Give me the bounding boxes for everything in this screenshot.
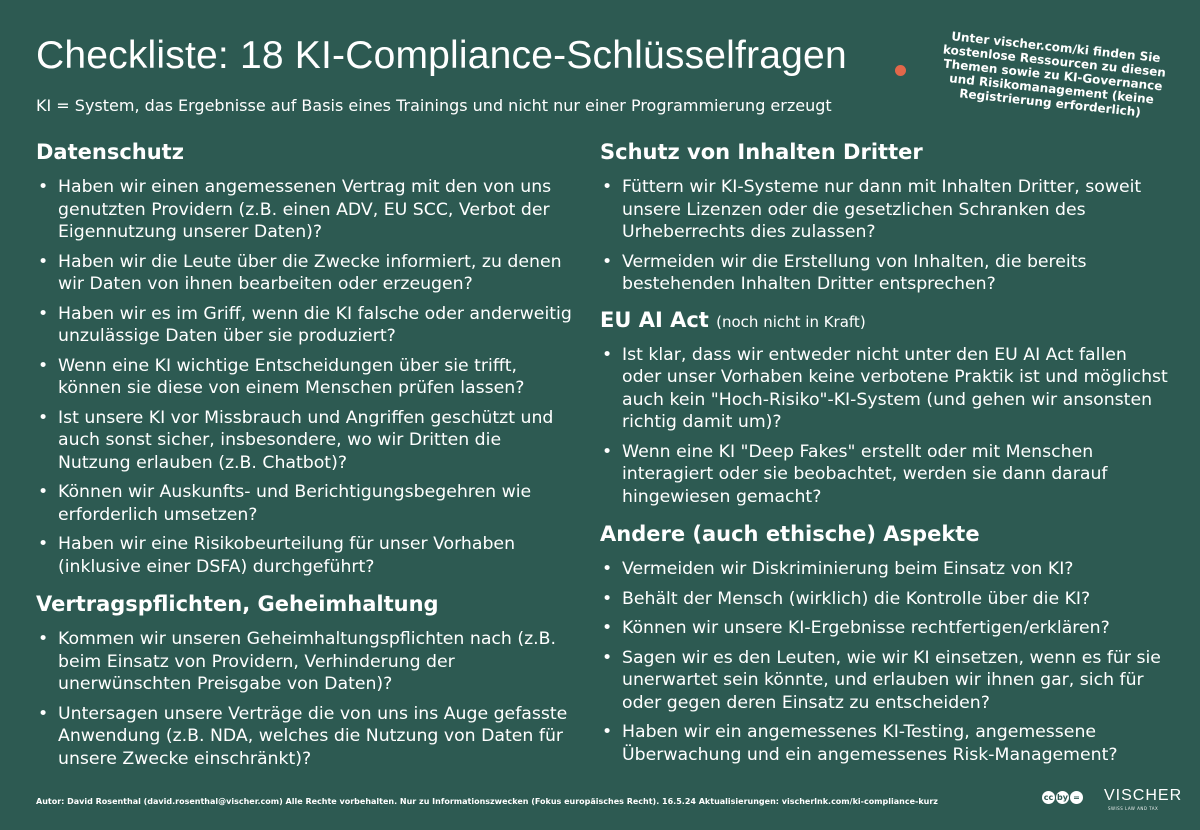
- section-title: Vertragspflichten, Geheimhaltung: [36, 592, 439, 616]
- checklist: [600, 558, 1170, 766]
- checklist-item: • Wenn eine KI "Deep Fakes" erstellt oder mit Menschen interagiert oder sie beobachtet, werden sie dann darauf hingewiesen gemacht?: [600, 441, 1170, 509]
- checklist-item: • Behält der Mensch (wirklich) die Kontrolle über die KI?: [600, 588, 1170, 611]
- cc-icon: cc: [1043, 793, 1054, 802]
- by-icon: by: [1057, 793, 1068, 802]
- checklist-item: • Haben wir die Leute über die Zwecke informiert, zu denen wir Daten von ihnen bearbeiten oder erzeugen?: [36, 251, 576, 296]
- page-title: Checkliste: 18 KI-Compliance-Schlüsselfragen: [36, 34, 847, 77]
- page-subtitle: KI = System, das Ergebnisse auf Basis eines Trainings und nicht nur einer Programmierung erzeugt: [36, 96, 832, 115]
- checklist: [600, 344, 1170, 509]
- checklist-item: • Haben wir ein angemessenes KI-Testing, angemessene Überwachung und ein angemessenes Risk-Management?: [600, 721, 1170, 766]
- vischer-logo: VISCHER: [1104, 787, 1183, 804]
- checklist-item: • Ist unsere KI vor Missbrauch und Angriffen geschützt und auch sonst sicher, insbesondere, wo wir Dritten die Nutzung erlauben (z.B. Chatbot)?: [36, 407, 576, 475]
- checklist-item: • Vermeiden wir Diskriminierung beim Einsatz von KI?: [600, 558, 1170, 581]
- checklist: [36, 176, 576, 578]
- checklist-item: • Können wir Auskunfts- und Berichtigungsbegehren wie erforderlich umsetzen?: [36, 481, 576, 526]
- checklist-item: • Ist klar, dass wir entweder nicht unter den EU AI Act fallen oder unser Vorhaben keine verbotene Praktik ist und möglichst auch kein "Hoch-Risiko"-KI-System (und gehen wir ansonsten richtig damit um)?: [600, 344, 1170, 434]
- checklist-item: • Wenn eine KI wichtige Entscheidungen über sie trifft, können sie diese von einem Menschen prüfen lassen?: [36, 355, 576, 400]
- checklist-item: • Untersagen unsere Verträge die von uns ins Auge gefasste Anwendung (z.B. NDA, welches die Nutzung von Daten für unsere Zwecke einschränkt)?: [36, 703, 576, 771]
- resources-note: Unter vischer.com/ki finden Sie kostenlose Ressourcen zu diesen Themen sowie zu KI-Governance und Risikomanagement (keine Registrierung erforderlich): [942, 29, 1167, 120]
- section-datenschutz: [36, 140, 576, 578]
- checklist-item: • Können wir unsere KI-Ergebnisse rechtfertigen/erklären?: [600, 617, 1170, 640]
- section-note: (noch nicht in Kraft): [716, 312, 866, 331]
- section-vertragspflichten: [36, 592, 576, 770]
- title-accent-dot: [895, 65, 906, 76]
- section-andere-aspekte: [600, 522, 1170, 766]
- right-column: [600, 140, 1170, 773]
- section-eu-ai-act: [600, 308, 1170, 509]
- checklist: [600, 176, 1170, 296]
- vischer-logo-tagline: SWISS LAW AND TAX: [1108, 806, 1159, 811]
- section-title: [600, 308, 1170, 332]
- checklist-item: • Sagen wir es den Leuten, wie wir KI einsetzen, wenn es für sie unerwartet sein könnte, und erlauben wir ihnen gar, sich für oder gegen deren Einsatz zu entscheiden?: [600, 647, 1170, 715]
- footer-credits: Autor: David Rosenthal (david.rosenthal@vischer.com) Alle Rechte vorbehalten. Nur zu Informationszwecken (Fokus europäisches Recht). 16.5.24 Aktualisierungen: vischerlnk.com/ki-compliance-kurz: [36, 797, 938, 806]
- checklist-item: • Haben wir einen angemessenen Vertrag mit den von uns genutzten Providern (z.B. einen ADV, EU SCC, Verbot der Eigennutzung unserer Daten)?: [36, 176, 576, 244]
- nd-icon: =: [1070, 791, 1083, 804]
- creative-commons-icon: [1042, 791, 1083, 804]
- checklist-item: • Füttern wir KI-Systeme nur dann mit Inhalten Dritter, soweit unsere Lizenzen oder die gesetzlichen Schranken des Urheberrechts dies zulassen?: [600, 176, 1170, 244]
- checklist: [36, 628, 576, 770]
- checklist-item: • Haben wir es im Griff, wenn die KI falsche oder anderweitig unzulässige Daten über sie produziert?: [36, 303, 576, 348]
- checklist-item: • Kommen wir unseren Geheimhaltungspflichten nach (z.B. beim Einsatz von Providern, Verhinderung der unerwünschten Preisgabe von Daten)?: [36, 628, 576, 696]
- section-title-text: EU AI Act: [600, 307, 709, 332]
- section-title: Andere (auch ethische) Aspekte: [600, 522, 980, 546]
- checklist-item: • Vermeiden wir die Erstellung von Inhalten, die bereits bestehenden Inhalten Dritter entsprechen?: [600, 251, 1170, 296]
- section-title: Datenschutz: [36, 140, 184, 164]
- checklist-item: • Haben wir eine Risikobeurteilung für unser Vorhaben (inklusive einer DSFA) durchgeführt?: [36, 533, 576, 578]
- left-column: [36, 140, 576, 777]
- section-title: Schutz von Inhalten Dritter: [600, 140, 923, 164]
- section-inhalte-dritter: [600, 140, 1170, 296]
